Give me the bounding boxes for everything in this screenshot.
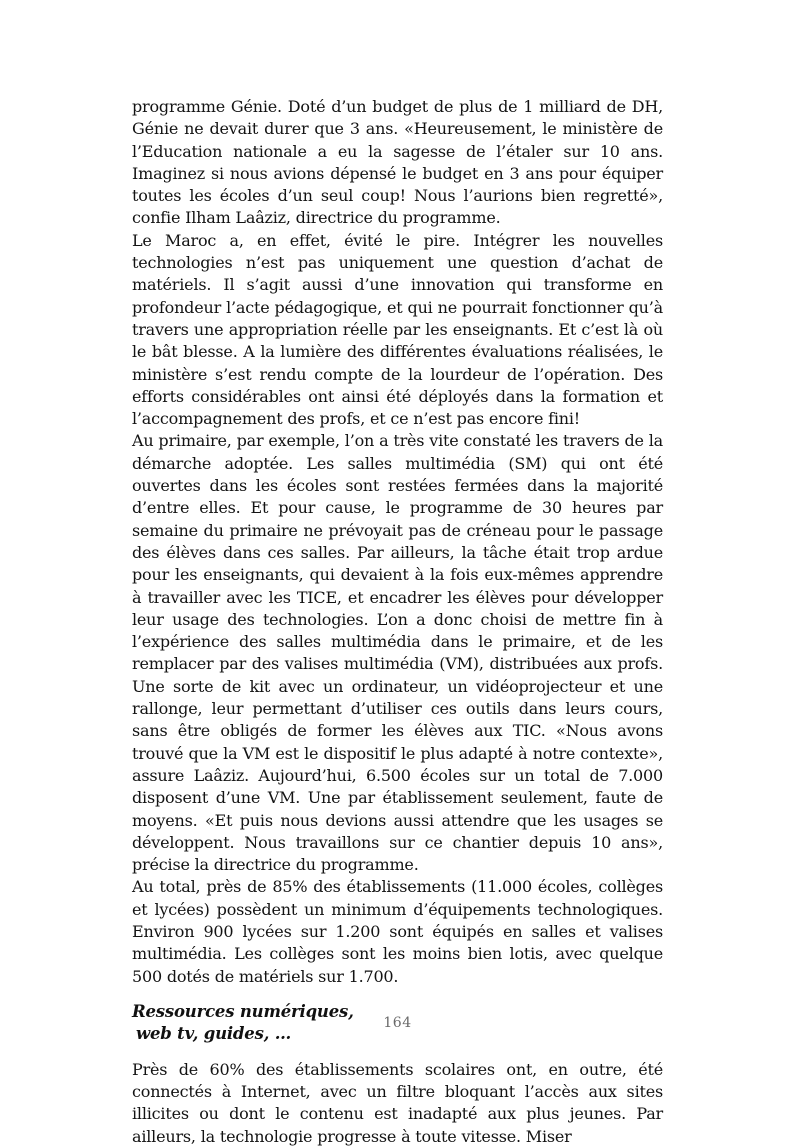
page-number: 164 [383,1015,412,1031]
body-paragraph: Près de 60% des établissements scolaires ont, en outre, été connectés à Internet, avec un filtre bloquant l’accès aux sites illicites ou dont le contenu est inadapté aux plus jeunes. Par ailleurs, la technologie progresse à toute vitesse. Miser [132,1059,663,1146]
body-paragraph: Au total, près de 85% des établissements (11.000 écoles, collèges et lycées) possèdent un minimum d’équipements technologiques. Environ 900 lycées sur 1.200 sont équipés en salles et valises multimédia. Les collèges sont les moins bien lotis, avec quelque 500 dotés de matériels sur 1.700. [132,877,663,986]
section-heading-line-1: Ressources numériques, [132,1001,354,1021]
section-heading-line-2: web tv, guides, … [136,1024,292,1044]
body-paragraph: Le Maroc a, en effet, évité le pire. Intégrer les nouvelles technologies n’est pas uniquement une question d’achat de matériels. Il s’agit aussi d’une innovation qui transforme en profondeur l’acte pédagogique, et qui ne pourrait fonctionner qu’à travers une appropriation réelle par les enseignants. Et c’est là où le bât blesse. A la lumière des différentes évaluations réalisées, le ministère s’est rendu compte de la lourdeur de l’opération. Des efforts considérables ont ainsi été déployés dans la formation et l’accompagnement des profs, et ce n’est pas encore fini! [132,230,663,429]
body-paragraph: Au primaire, par exemple, l’on a très vite constaté les travers de la démarche adoptée. Les salles multimédia (SM) qui ont été ouvertes dans les écoles sont restées fermées dans la majorité d’entre elles. Et pour cause, le programme de 30 heures par semaine du primaire ne prévoyait pas de créneau pour le passage des élèves dans ces salles. Par ailleurs, la tâche était trop ardue pour les enseignants, qui devaient à la fois eux-mêmes apprendre à travailler avec les TICE, et encadrer les élèves pour développer leur usage des technologies. L’on a donc choisi de mettre fin à l’expérience des salles multimédia dans le primaire, et de les remplacer par des valises multimédia (VM), distribuées aux profs. Une sorte de kit avec un ordinateur, un vidéoprojecteur et une rallonge, leur permettant d’utiliser ces outils dans leurs cours, sans être obligés de former les élèves aux TIC. «Nous avons trouvé que la VM est le dispositif le plus adapté à notre contexte», assure Laâziz. Aujourd’hui, 6.500 écoles sur un total de 7.000 disposent d’une VM. Une par établissement seulement, faute de moyens. «Et puis nous devions aussi attendre que les usages se développent. Nous travaillons sur ce chantier depuis 10 ans», précise la directrice du programme. [132,431,663,875]
article-body [132,96,663,1148]
body-paragraph: programme Génie. Doté d’un budget de plus de 1 milliard de DH, Génie ne devait durer que 3 ans. «Heureusement, le ministère de l’Education nationale a eu la sagesse de l’étaler sur 10 ans. Imaginez si nous avions dépensé le budget en 3 ans pour équiper toutes les écoles d’un seul coup! Nous l’aurions bien regretté», confie Ilham Laâziz, directrice du programme. [132,97,663,228]
